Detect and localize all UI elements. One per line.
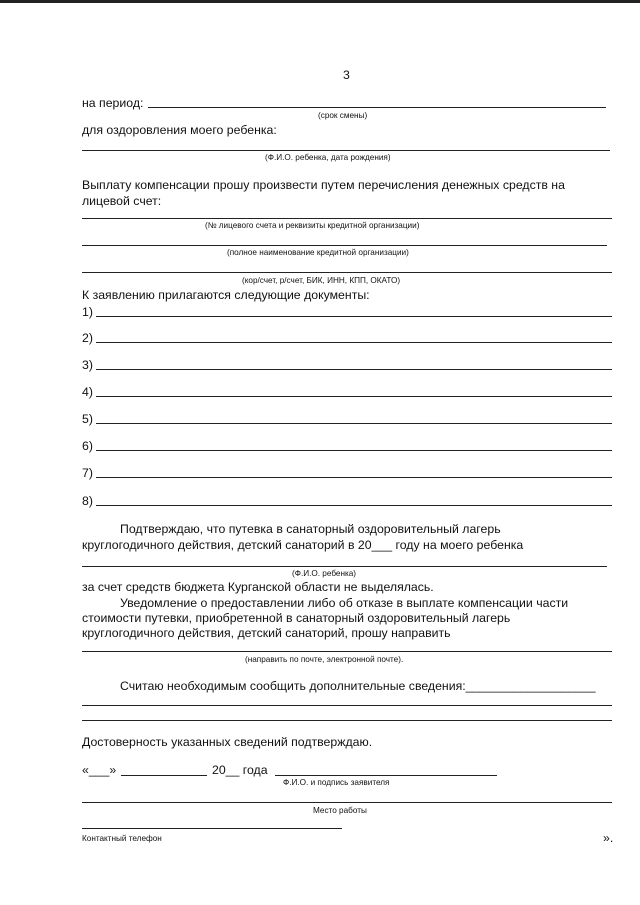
workplace-hint: Место работы [313, 806, 367, 815]
date-year: 20__ года [212, 763, 268, 777]
document-field[interactable] [96, 342, 612, 343]
account-hint: (№ лицевого счета и реквизиты кредитной организации) [205, 221, 420, 230]
additional-label: Считаю необходимым сообщить дополнительные сведения:___________________ [120, 679, 596, 693]
document-number: 6) [82, 439, 93, 453]
payment-line1: Выплату компенсации прошу произвести путем перечисления денежных средств на [82, 178, 565, 192]
child-hint: (Ф.И.О. ребенка, дата рождения) [265, 153, 391, 162]
page-top-border [0, 0, 640, 3]
document-field[interactable] [96, 450, 612, 451]
signature-field[interactable] [275, 775, 497, 776]
period-hint: (срок смены) [318, 111, 368, 120]
document-field[interactable] [96, 396, 612, 397]
page-number: 3 [343, 68, 350, 82]
document-field[interactable] [96, 505, 612, 506]
notice-line1: Уведомление о предоставлении либо об отказе в выплате компенсации части [120, 596, 569, 610]
document-number: 1) [82, 305, 93, 319]
date-day[interactable]: «___» [82, 763, 117, 777]
workplace-field[interactable] [82, 802, 612, 803]
document-field[interactable] [96, 477, 612, 478]
document-number: 4) [82, 385, 93, 399]
document-field[interactable] [96, 369, 612, 370]
document-number: 2) [82, 331, 93, 345]
child-field[interactable] [82, 150, 610, 151]
document-number: 5) [82, 412, 93, 426]
document-number: 8) [82, 494, 93, 508]
bank-name-hint: (полное наименование кредитной организации) [227, 248, 409, 257]
documents-heading: К заявлению прилагаются следующие документы: [82, 288, 370, 302]
account-field[interactable] [82, 218, 612, 219]
notice-line3: круглогодичного действия, детский санаторий, прошу направить [82, 626, 451, 640]
confirm-line2: круглогодичного действия, детский санаторий в 20___ году на моего ребенка [82, 538, 524, 552]
additional-field[interactable] [82, 705, 612, 706]
period-field[interactable] [148, 107, 606, 108]
contact-tail: ». [603, 831, 614, 845]
confirm-child-hint: (Ф.И.О. ребенка) [292, 569, 357, 578]
document-field[interactable] [96, 316, 612, 317]
requisites-field[interactable] [82, 272, 612, 273]
date-month-field[interactable] [121, 775, 207, 776]
confirm-child-field[interactable] [82, 566, 607, 567]
child-label: для оздоровления моего ребенка: [82, 123, 277, 137]
contact-phone-label: Контактный телефон [82, 834, 162, 843]
contact-phone-field[interactable] [82, 828, 342, 829]
confirm-line1: Подтверждаю, что путевка в санаторный оздоровительный лагерь [120, 522, 501, 536]
document-field[interactable] [96, 423, 612, 424]
reliability-text: Достоверность указанных сведений подтверждаю. [82, 735, 373, 749]
payment-line2: лицевой счет: [82, 194, 162, 208]
requisites-hint: (кор/счет, р/счет, БИК, ИНН, КПП, ОКАТО) [242, 276, 401, 285]
document-number: 3) [82, 358, 93, 372]
period-label: на период: [82, 96, 144, 110]
notice-method-field[interactable] [82, 651, 612, 652]
additional-field[interactable] [82, 720, 612, 721]
document-number: 7) [82, 466, 93, 480]
notice-line2: стоимости путевки, приобретенной в санаторный оздоровительный лагерь [82, 611, 511, 625]
notice-hint: (направить по почте, электронной почте). [245, 655, 404, 664]
signature-hint: Ф.И.О. и подпись заявителя [283, 778, 390, 787]
bank-name-field[interactable] [82, 245, 607, 246]
confirm-line3: за счет средств бюджета Курганской области не выделялась. [82, 580, 434, 594]
